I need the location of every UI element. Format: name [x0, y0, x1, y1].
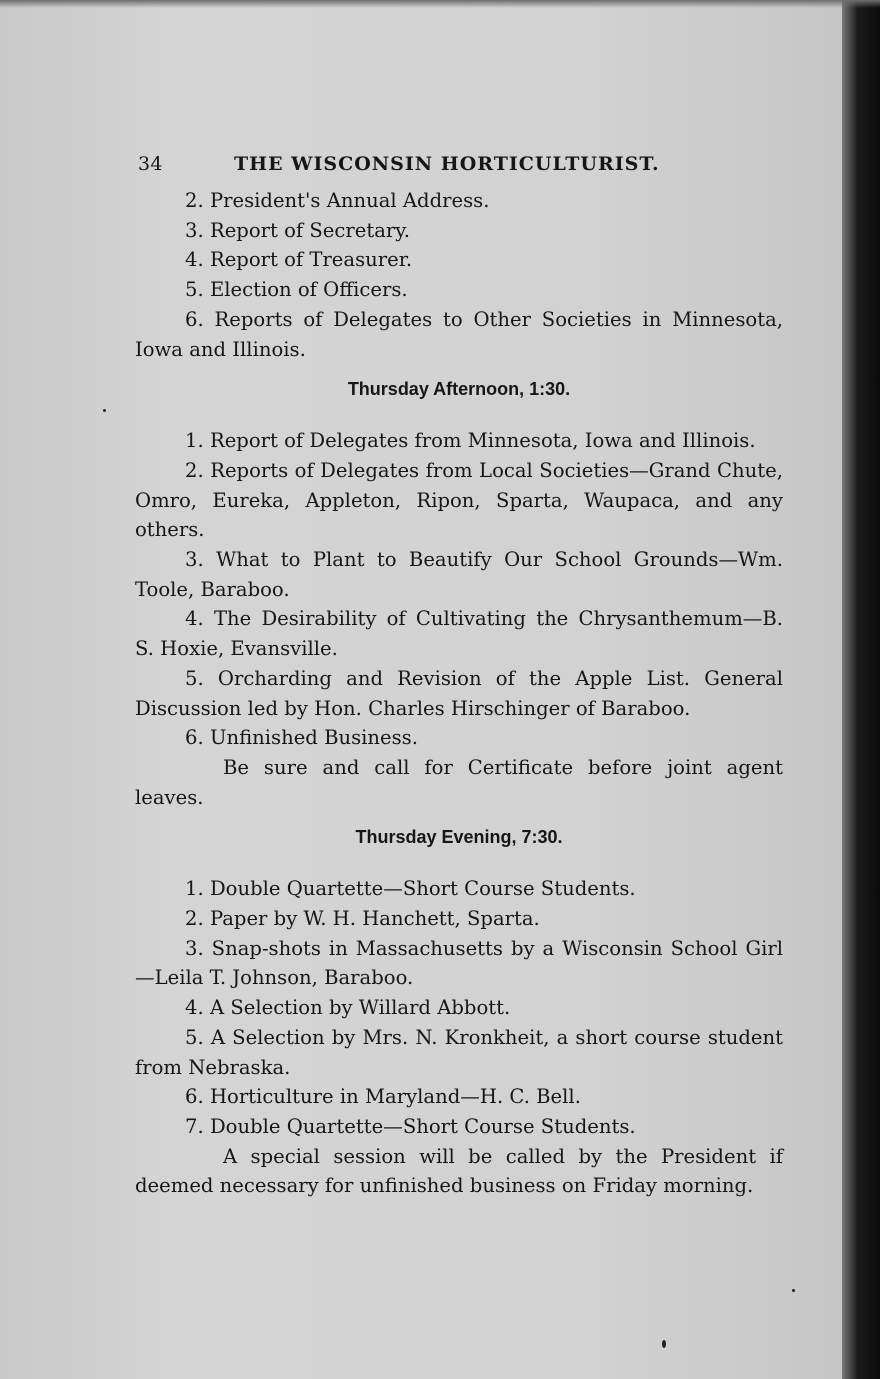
program-item: [135, 545, 783, 604]
running-title: THE WISCONSIN HORTICULTURIST.: [234, 153, 660, 175]
item-text: Reports of Delegates to Other Societies in Minnesota, Iowa and Illinois.: [135, 307, 783, 361]
program-item: [135, 456, 783, 545]
item-number: 1.: [185, 877, 204, 901]
item-number: 3.: [185, 218, 204, 242]
item-text: Paper by W. H. Hanchett, Sparta.: [209, 907, 540, 931]
item-text: Election of Officers.: [209, 278, 408, 302]
book-spine-shadow: [842, 0, 880, 1379]
item-number: 2.: [185, 189, 204, 212]
program-item: [135, 723, 783, 753]
item-text: Double Quartette—Short Course Students.: [209, 1114, 636, 1138]
program-item: [135, 305, 783, 364]
item-text: Snap-shots in Massachusetts by a Wisconsin School Girl—Leila T. Johnson, Baraboo.: [135, 936, 783, 990]
program-item: [135, 186, 783, 216]
certificate-note: Be sure and call for Certificate before joint agent leaves.: [135, 755, 783, 809]
afternoon-session-heading: Thursday Afternoon, 1:30.: [347, 379, 571, 400]
item-text: A Selection by Mrs. N. Kronkheit, a short course student from Nebraska.: [135, 1025, 783, 1079]
item-text: What to Plant to Beautify Our School Grounds—Wm. Toole, Baraboo.: [135, 548, 783, 601]
program-item: [135, 245, 783, 275]
item-number: 5.: [185, 1025, 204, 1049]
paper-speck: [103, 409, 106, 412]
item-number: 6.: [185, 726, 204, 750]
item-text: Orcharding and Revision of the Apple List. General Discussion led by Hon. Charles Hirschinger of Baraboo.: [135, 666, 783, 720]
item-text: President's Annual Address.: [209, 189, 490, 212]
page-number: 34: [138, 153, 163, 175]
item-number: 6.: [185, 307, 204, 331]
evening-session-heading: Thursday Evening, 7:30.: [355, 827, 563, 848]
item-number: 3.: [185, 936, 204, 960]
item-text: A Selection by Willard Abbott.: [209, 996, 511, 1020]
item-number: 3.: [185, 548, 204, 572]
item-text: Report of Treasurer.: [209, 248, 413, 272]
item-number: 4.: [185, 248, 204, 272]
item-number: 1.: [185, 429, 204, 453]
program-item: [135, 426, 783, 456]
program-item: [135, 216, 783, 246]
top-edge-shadow: [0, 0, 880, 8]
program-item: [135, 275, 783, 305]
item-number: 4.: [185, 996, 204, 1020]
item-number: 7.: [185, 1114, 204, 1138]
item-text: The Desirability of Cultivating the Chrysanthemum—B. S. Hoxie, Evansville.: [135, 607, 783, 661]
item-text: Reports of Delegates from Local Societies—Grand Chute, Omro, Eureka, Appleton, Ripon, Sparta, Waupaca, and any others.: [135, 458, 783, 542]
item-number: 6.: [185, 1085, 204, 1109]
program-item: [135, 1082, 783, 1112]
item-number: 5.: [185, 278, 204, 302]
program-item: [135, 934, 783, 993]
evening-program-list: [135, 874, 783, 1201]
afternoon-program-list: [135, 426, 783, 812]
paper-speck: [792, 1289, 795, 1292]
paper-speck: [662, 1340, 666, 1348]
program-item: [135, 993, 783, 1023]
special-session-note: A special session will be called by the President if deemed necessary for unfinished business on Friday morning.: [135, 1144, 783, 1198]
page-content: [135, 150, 783, 1201]
program-item: [135, 664, 783, 723]
item-number: 5.: [185, 666, 204, 690]
program-item: [135, 904, 783, 934]
item-text: Double Quartette—Short Course Students.: [209, 877, 636, 901]
page-header: [135, 150, 783, 186]
continued-program-list: [135, 186, 783, 364]
program-item: [135, 604, 783, 663]
program-item: [135, 1112, 783, 1142]
program-item: [135, 1023, 783, 1082]
item-text: Report of Secretary.: [209, 218, 410, 242]
program-item: [135, 874, 783, 904]
item-number: 4.: [185, 607, 204, 631]
item-text: Unfinished Business.: [209, 726, 418, 750]
item-number: 2.: [185, 458, 204, 482]
item-text: Horticulture in Maryland—H. C. Bell.: [209, 1085, 581, 1109]
item-text: Report of Delegates from Minnesota, Iowa and Illinois.: [209, 429, 756, 453]
item-number: 2.: [185, 907, 204, 931]
